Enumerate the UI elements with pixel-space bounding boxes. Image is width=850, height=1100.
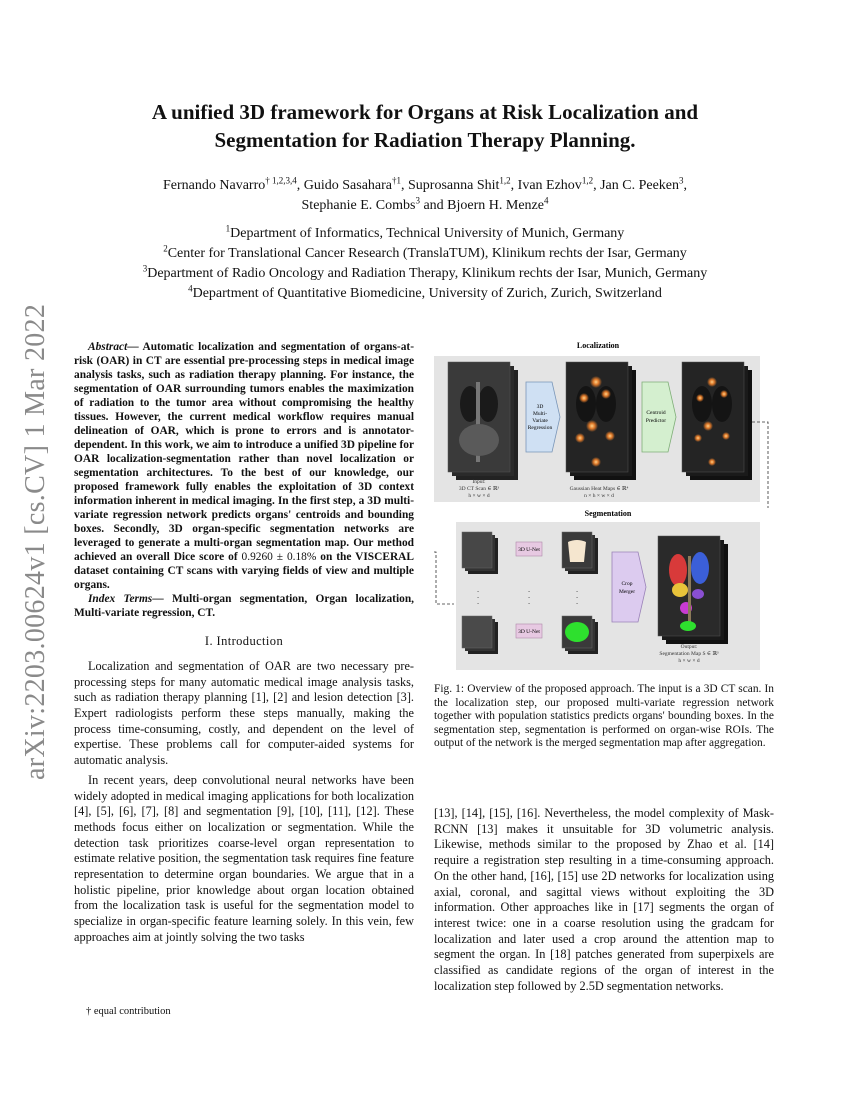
author-sup: †1 bbox=[392, 175, 402, 186]
author-sup: 1,2 bbox=[581, 175, 594, 186]
intro-paragraph-2: In recent years, deep convolutional neural networks have been widely adopted in medical imaging applications for both localization [4], [5], [6], [7], [8] and segmentation [9], [10], [11], [12]. These methods focus either on localization or segmentation. While the detection task prioritizes coarse-level organ representation to estimate relative position, the segmentation task requires fine feature representation to determine organ boundaries. We argue that in a holistic pipeline, prior knowledge about organ location obtained from the localization task is useful for the segmentation model to specialize in organ-specific feature learning solely. In this vein, few approaches aim at jointly solving the two tasks bbox=[74, 772, 414, 944]
abstract-dash: — bbox=[127, 341, 143, 353]
paper-title bbox=[0, 98, 850, 154]
output-segmentation-stack bbox=[658, 536, 728, 644]
author-sup: 3 bbox=[679, 175, 684, 186]
index-terms bbox=[74, 592, 414, 620]
ellipsis-dots: · bbox=[527, 600, 531, 608]
ellipsis-dots: · bbox=[527, 594, 531, 602]
index-terms-dash: — bbox=[152, 593, 172, 605]
footnote: † equal contribution bbox=[86, 1006, 171, 1017]
affiliation-text: Department of Quantitative Biomedicine, University of Zurich, Zurich, Switzerland bbox=[192, 286, 662, 301]
author-name: and Bjoern H. Menze bbox=[419, 198, 544, 213]
abstract bbox=[74, 340, 414, 592]
crop-top bbox=[462, 532, 498, 574]
author-name: , Suprosanna Shit bbox=[401, 178, 500, 193]
author-sup: † 1,2,3,4 bbox=[265, 175, 297, 186]
affiliation-text: Center for Translational Cancer Research (TranslaTUM), Klinikum rechts der Isar, Germany bbox=[167, 246, 687, 261]
output-label-line-2: Segmentation Map S ∈ ℝ³ bbox=[659, 651, 719, 657]
crop-bottom bbox=[462, 616, 498, 654]
input-label-line-1: Input: bbox=[472, 479, 486, 485]
affiliation-text: Department of Radio Oncology and Radiation Therapy, Klinikum rechts der Isar, Munich, Germany bbox=[147, 266, 708, 281]
input-ct-stack bbox=[448, 362, 518, 480]
crop-merger-label-1: Crop bbox=[621, 581, 633, 587]
affiliation-sup: 2 bbox=[163, 243, 168, 254]
title-line-2: Segmentation for Radiation Therapy Planning. bbox=[214, 128, 636, 152]
unet-label-top: 3D U-Net bbox=[518, 547, 540, 553]
mask-bottom bbox=[562, 616, 598, 654]
arxiv-identifier: arXiv:2203.00624v1 [cs.CV] 1 Mar 2022 bbox=[20, 303, 51, 780]
centroid-label-2: Predictor bbox=[645, 418, 667, 424]
author-name: , Guido Sasahara bbox=[296, 178, 393, 193]
right-column-body bbox=[434, 806, 774, 998]
index-terms-label: Index Terms bbox=[88, 593, 153, 605]
ellipsis-dots: · bbox=[575, 600, 579, 608]
ellipsis-dots: · bbox=[476, 588, 480, 596]
regression-label-4: Regression bbox=[527, 425, 553, 431]
abstract-text-end: on the VISCERAL dataset containing CT scans with varying fields of view and multiple organs. bbox=[74, 551, 414, 591]
affiliation-sup: 1 bbox=[225, 223, 231, 234]
affiliation-text: Department of Informatics, Technical University of Munich, Germany bbox=[230, 226, 625, 241]
abstract-label: Abstract bbox=[88, 341, 128, 353]
author-list bbox=[0, 176, 850, 216]
title-line-1: A unified 3D framework for Organs at Risk Localization and bbox=[151, 100, 699, 124]
pipeline-diagram bbox=[434, 342, 774, 674]
affiliation-sup: 4 bbox=[188, 283, 193, 294]
affiliation bbox=[0, 224, 850, 244]
author-sup: 3 bbox=[415, 195, 420, 206]
figure-caption: Fig. 1: Overview of the proposed approach. The input is a 3D CT scan. In the localization step, our proposed multi-variate regression network together with population statistics predicts organs' bounding boxes. In the segmentation step, segmentation is performed on organ-wise ROIs. The output of the network is the merged segmentation map after aggregation. bbox=[434, 683, 774, 750]
ellipsis-dots: · bbox=[476, 594, 480, 602]
author-sup: 4 bbox=[543, 195, 549, 206]
dice-score: 0.9260 ± 0.18% bbox=[241, 551, 317, 563]
author-name: , Jan C. Peeken bbox=[593, 178, 679, 193]
regression-label-2: Multi- bbox=[532, 411, 548, 417]
crop-merger-label-2: Merger bbox=[618, 589, 636, 595]
affiliation bbox=[0, 284, 850, 304]
output-label-line-1: Output: bbox=[680, 644, 698, 650]
input-label-line-3: h × w × d bbox=[468, 493, 490, 499]
right-paragraph: [13], [14], [15], [16]. Nevertheless, the model complexity of Mask-RCNN [13] makes it unsuitable for 3D volumetric analysis. Likewise, methods similar to the proposed by Zhao et al. [14] require a registration step resulting in a time-consuming approach. On the other hand, [16], [15] use 2D networks for localization using axial, coronal, and sagittal views without exploiting the 3D information. Other approaches like in [17] segments the organ of interest twice: one in a coarse resolution using the gradcam for localization and later used a crop around the attention map to segment the organ. In [18] patches generated from superpixels are classified as candidate regions of the organ of interest in the localization step followed by 2.5D segmentation networks. bbox=[434, 806, 774, 993]
localization-title: Localization bbox=[576, 342, 620, 350]
predicted-centroid-stack bbox=[682, 362, 752, 480]
regression-label-3: Variate bbox=[532, 418, 548, 424]
input-label-line-2: 3D CT Scan ∈ ℝ³ bbox=[458, 486, 500, 492]
figure-1 bbox=[434, 342, 774, 674]
ellipsis-dots: · bbox=[575, 594, 579, 602]
ellipsis-dots: · bbox=[527, 588, 531, 596]
affiliation bbox=[0, 264, 850, 284]
author-name: Stephanie E. Combs bbox=[301, 198, 416, 213]
heatmap-label-line-2: n × h × w × d bbox=[584, 493, 614, 499]
mask-top bbox=[562, 532, 598, 574]
author-name: , Ivan Ezhov bbox=[510, 178, 582, 193]
centroid-label-1: Centroid bbox=[646, 410, 666, 416]
ellipsis-dots: · bbox=[476, 600, 480, 608]
output-label-line-3: h × w × d bbox=[678, 658, 700, 664]
intro-paragraph-1: Localization and segmentation of OAR are two necessary pre-processing steps for many automatic medical image analysis tasks, such as radiation therapy planning [1], [2] and lesion detection [3]. Expert radiologists perform these steps manually, making the process time-consuming, costly, and dependent on the level of expertise. These problems call for computer-aided systems for automatic analysis. bbox=[74, 658, 414, 768]
heatmap-stack bbox=[566, 362, 636, 480]
affiliation bbox=[0, 244, 850, 264]
author-separator: , bbox=[683, 178, 687, 193]
regression-label-1: 3D bbox=[536, 404, 544, 410]
affiliation-list bbox=[0, 224, 850, 304]
author-sup: 1,2 bbox=[499, 175, 511, 186]
section-heading: I. Introduction bbox=[204, 634, 284, 648]
left-column bbox=[74, 340, 414, 950]
segmentation-title: Segmentation bbox=[584, 509, 632, 518]
unet-label-bottom: 3D U-Net bbox=[518, 629, 540, 635]
affiliation-sup: 3 bbox=[142, 263, 148, 274]
ellipsis-dots: · bbox=[575, 588, 579, 596]
author-name: Fernando Navarro bbox=[163, 178, 266, 193]
abstract-text: Automatic localization and segmentation of organs-at-risk (OAR) in CT are essential pre-processing steps in medical image analysis tasks, such as radiation therapy planning. For instance, the segmentation of OAR surrounding tumors enables the maximization of radiation to the tumor area without compromising the healthy tissues. However, the current medical workflow requires manual delineation of OAR, which is prone to errors and is annotator-dependent. In this work, we aim to introduce a unified 3D pipeline for OAR localization-segmentation rather than novel localization or segmentation architectures. To the best of our knowledge, our proposed framework fully enables the exploitation of 3D context information inherent in medical imaging. In the first step, a 3D multi-variate regression network predicts organs' centroids and bounding boxes. Secondly, 3D organ-specific segmentation networks are leveraged to generate a multi-organ segmentation map. Our method achieved an overall Dice score of bbox=[74, 341, 415, 563]
heatmap-label-line-1: Gaussian Heat Maps ∈ ℝ⁴ bbox=[569, 486, 629, 492]
index-terms-text: Multi-organ segmentation, Organ localization, Multi-variate regression, CT. bbox=[74, 593, 415, 619]
